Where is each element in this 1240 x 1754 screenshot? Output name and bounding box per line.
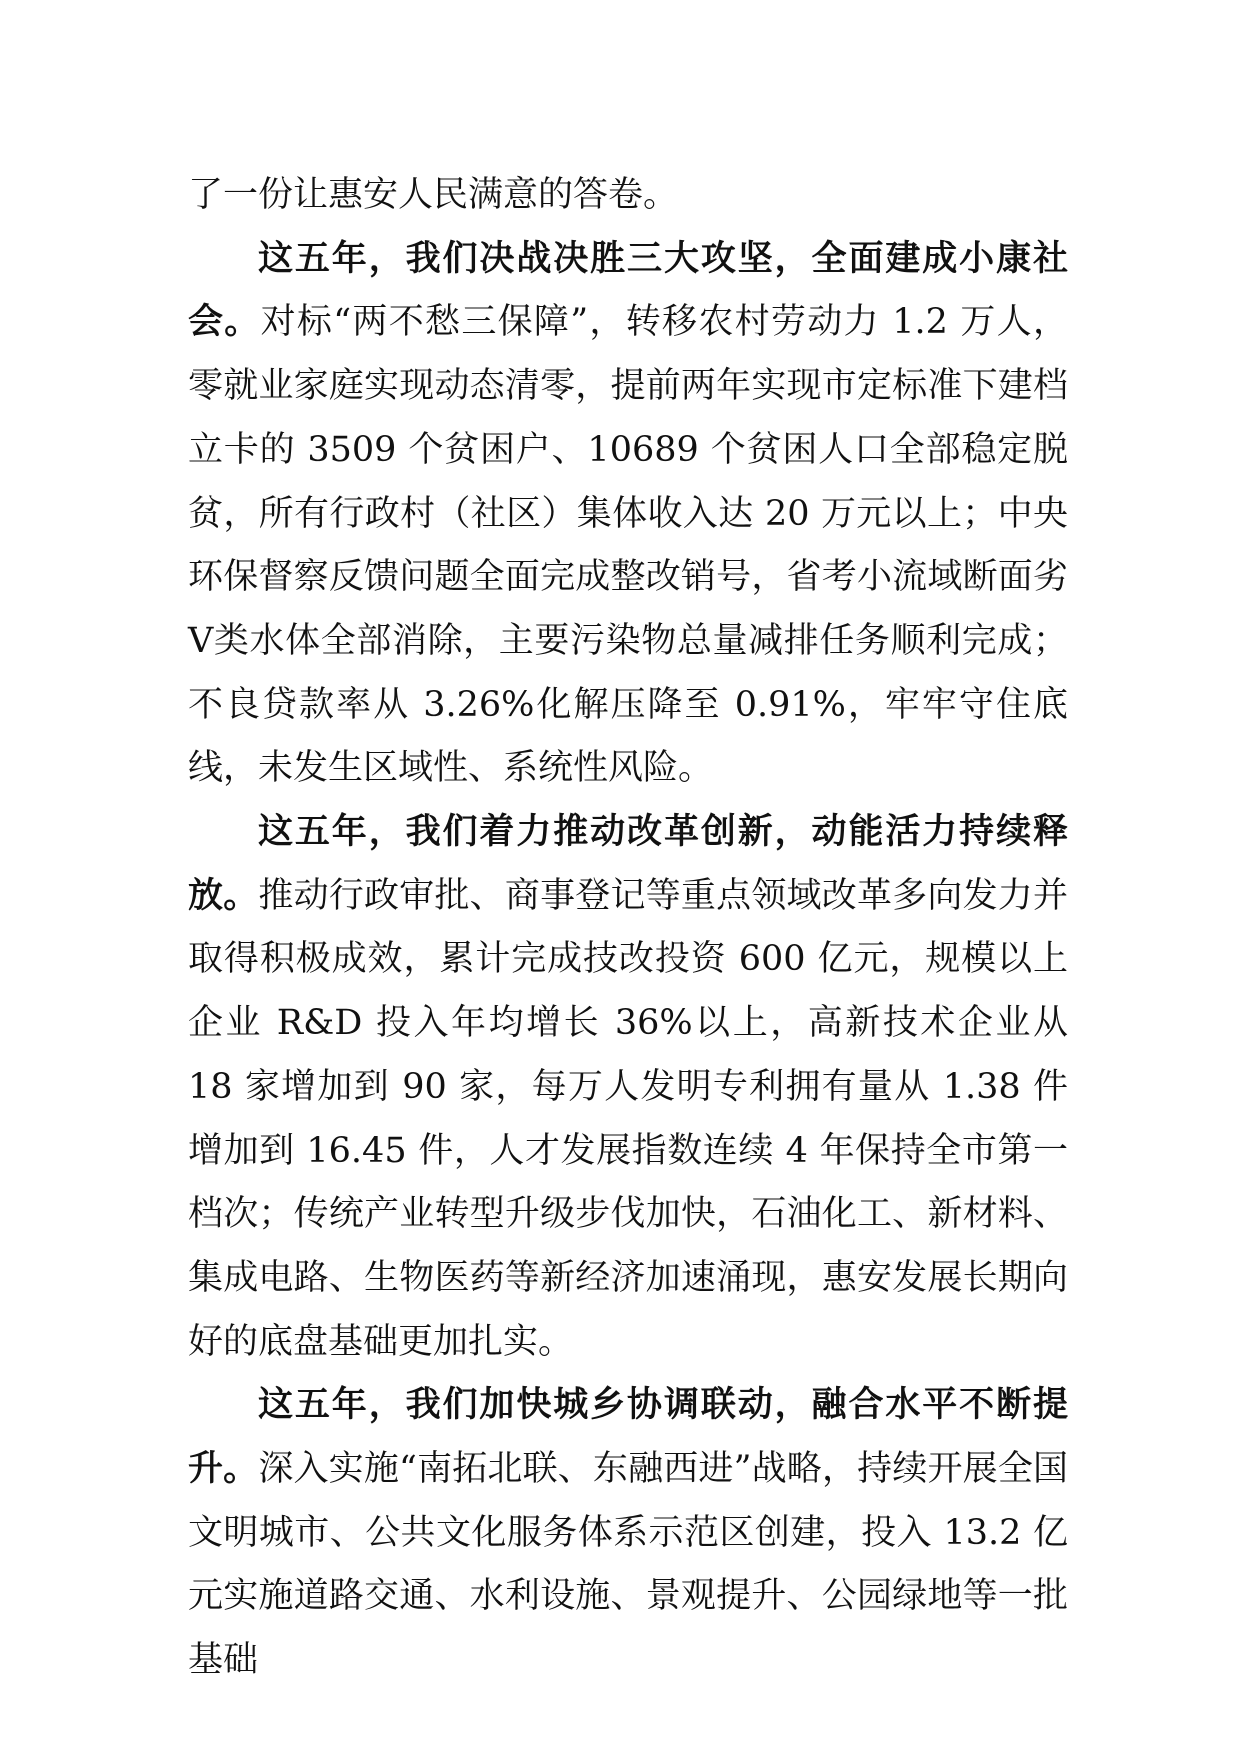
paragraph-lead-heading: 这五年，我们加快城乡协调联动，融合水平不断提升。 bbox=[188, 1385, 1068, 1490]
document-body bbox=[188, 164, 1068, 1693]
paragraph-poverty-alleviation bbox=[188, 228, 1068, 801]
paragraph-body-text: 对标“两不愁三保障”，转移农村劳动力 1.2 万人，零就业家庭实现动态清零，提前两年实现市定标准下建档立卡的 3509 个贫困户、10689 个贫困人口全部稳定脱贫，所有行政村（社区）集体收入达 20 万元以上；中央环保督察反馈问题全面完成整改销号，省考小流域断面劣Ⅴ类水体全部消除，主要污染物总量减排任务顺利完成；不良贷款率从 3.26%化解压降至 0.91%，牢牢守住底线，未发生区域性、系统性风险。 bbox=[188, 302, 1068, 789]
paragraph-body-text: 推动行政审批、商事登记等重点领域改革多向发力并取得积极成效，累计完成技改投资 600 亿元，规模以上企业 R&D 投入年均增长 36%以上，高新技术企业从 18 家增加到 90 家，每万人发明专利拥有量从 1.38 件增加到 16.45 件，人才发展指数连续 4 年保持全市第一档次；传统产业转型升级步伐加快，石油化工、新材料、集成电路、生物医药等新经济加速涌现，惠安发展长期向好的底盘基础更加扎实。 bbox=[188, 875, 1068, 1362]
paragraph-reform-innovation bbox=[188, 801, 1068, 1374]
paragraph-body-text: 深入实施“南拓北联、东融西进”战略，持续开展全国文明城市、公共文化服务体系示范区创建，投入 13.2 亿元实施道路交通、水利设施、景观提升、公园绿地等一批基础 bbox=[188, 1449, 1068, 1681]
paragraph-lead-heading: 这五年，我们决战决胜三大攻坚，全面建成小康社会。 bbox=[188, 238, 1068, 343]
continuation-line bbox=[188, 164, 1068, 228]
continuation-text: 了一份让惠安人民满意的答卷。 bbox=[188, 175, 679, 215]
paragraph-lead-heading: 这五年，我们着力推动改革创新，动能活力持续释放。 bbox=[188, 812, 1068, 916]
paragraph-urban-rural bbox=[188, 1374, 1068, 1693]
